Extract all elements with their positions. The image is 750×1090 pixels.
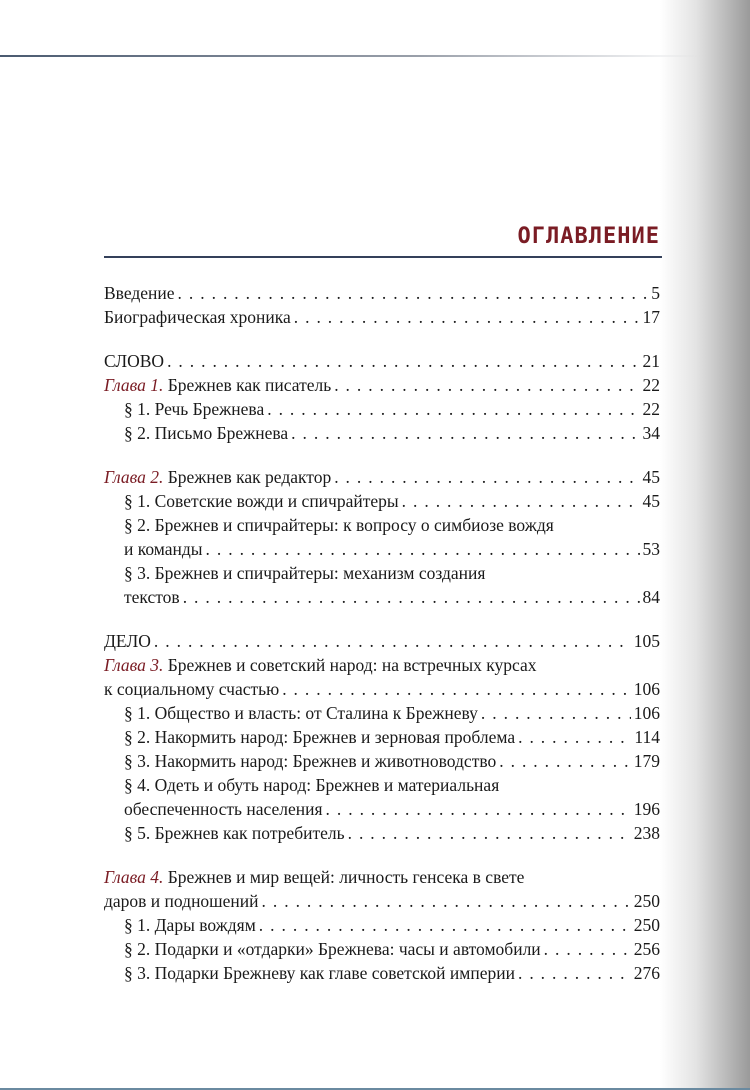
dot-leader [167,349,639,373]
toc-entry[interactable] [104,421,660,445]
page-fold-shadow [660,0,750,1090]
dot-leader [518,961,631,985]
entry-title: Брежнев как редактор [167,467,332,487]
page-number: 84 [642,587,660,607]
toc-entry[interactable] [104,397,660,421]
dot-leader [334,373,639,397]
top-rule [0,55,700,57]
page-number: 22 [642,399,660,419]
section-gap [104,609,660,629]
toc-entry[interactable] [104,561,660,585]
chapter-label: Глава 3. [104,655,164,675]
toc-entry[interactable] [104,489,660,513]
page-number: 196 [633,799,660,819]
toc-entry-continuation [104,889,660,913]
toc-entry[interactable] [104,281,660,305]
toc-entry[interactable] [104,725,660,749]
toc-entry[interactable] [104,937,660,961]
entry-title: § 5. Брежнев как потребитель [124,823,345,843]
page-number: 45 [642,467,660,487]
dot-leader [282,677,631,701]
entry-title: Брежнев и советский народ: на встречных курсах [167,655,537,675]
dot-leader [518,725,631,749]
dot-leader [334,465,639,489]
dot-leader [291,421,639,445]
toc-entry[interactable] [104,961,660,985]
dot-leader [259,913,631,937]
page-title: ОГЛАВЛЕНИЕ [517,224,660,249]
dot-leader [544,937,631,961]
page-number: 5 [651,283,660,303]
toc-entry[interactable] [104,913,660,937]
page-number: 276 [633,963,660,983]
page-number: 45 [642,491,660,511]
toc-entry[interactable] [104,513,660,537]
entry-title: § 1. Общество и власть: от Сталина к Брежневу [124,703,478,723]
page-number: 250 [633,891,660,911]
entry-title: § 3. Подарки Брежневу как главе советской империи [124,963,515,983]
page-number: 256 [633,939,660,959]
toc-entry-continuation [104,797,660,821]
entry-title-continuation: даров и подношений [104,891,259,911]
page-number: 250 [633,915,660,935]
page-number: 21 [642,351,660,371]
toc-entry[interactable] [104,865,660,889]
page-number: 106 [633,679,660,699]
dot-leader [178,281,649,305]
page-number: 17 [642,307,660,327]
entry-title: Введение [104,283,175,303]
toc-entry[interactable] [104,749,660,773]
toc-entry-continuation [104,677,660,701]
dot-leader [267,397,639,421]
entry-title-continuation: обеспеченность населения [124,799,323,819]
entry-title-continuation: к социальному счастью [104,679,280,699]
toc-entry[interactable] [104,349,660,373]
entry-title-continuation: и команды [124,539,203,559]
page-number: 22 [642,375,660,395]
entry-title: § 3. Брежнев и спичрайтеры: механизм создания [124,563,486,583]
section-gap [104,445,660,465]
chapter-label: Глава 4. [104,867,164,887]
entry-title: § 2. Накормить народ: Брежнев и зерновая проблема [124,727,516,747]
toc-entry-continuation [104,537,660,561]
toc-entry[interactable] [104,653,660,677]
section-gap [104,329,660,349]
toc-entry[interactable] [104,373,660,397]
toc-entry[interactable] [104,701,660,725]
dot-leader [154,629,631,653]
section-gap [104,845,660,865]
toc-entry[interactable] [104,465,660,489]
entry-title: Брежнев как писатель [167,375,332,395]
dot-leader [294,305,640,329]
table-of-contents [104,281,660,985]
entry-title: Брежнев и мир вещей: личность генсека в свете [167,867,525,887]
page-number: 106 [633,703,660,723]
dot-leader [183,585,640,609]
toc-entry[interactable] [104,629,660,653]
dot-leader [206,537,640,561]
dot-leader [499,749,631,773]
title-rule [104,256,662,258]
entry-title: ДЕЛО [104,631,151,651]
page-number: 53 [642,539,660,559]
entry-title: § 2. Брежнев и спичрайтеры: к вопросу о симбиозе вождя [124,515,554,535]
toc-entry[interactable] [104,773,660,797]
entry-title-continuation: текстов [124,587,180,607]
dot-leader [262,889,631,913]
dot-leader [402,489,640,513]
entry-title: Биографическая хроника [104,307,291,327]
dot-leader [348,821,631,845]
chapter-label: Глава 2. [104,467,164,487]
entry-title: § 1. Речь Брежнева [124,399,265,419]
entry-title: § 1. Дары вождям [124,915,256,935]
entry-title: § 1. Советские вожди и спичрайтеры [124,491,399,511]
entry-title: СЛОВО [104,351,165,371]
page-number: 238 [633,823,660,843]
entry-title: § 4. Одеть и обуть народ: Брежнев и материальная [124,775,500,795]
toc-entry[interactable] [104,305,660,329]
entry-title: § 3. Накормить народ: Брежнев и животноводство [124,751,497,771]
page-number: 179 [633,751,660,771]
dot-leader [481,701,631,725]
toc-entry[interactable] [104,821,660,845]
chapter-label: Глава 1. [104,375,164,395]
entry-title: § 2. Письмо Брежнева [124,423,289,443]
dot-leader [326,797,631,821]
page-number: 34 [642,423,660,443]
entry-title: § 2. Подарки и «отдарки» Брежнева: часы и автомобили [124,939,541,959]
page-number: 114 [634,727,660,747]
toc-entry-continuation [104,585,660,609]
page-number: 105 [633,631,660,651]
